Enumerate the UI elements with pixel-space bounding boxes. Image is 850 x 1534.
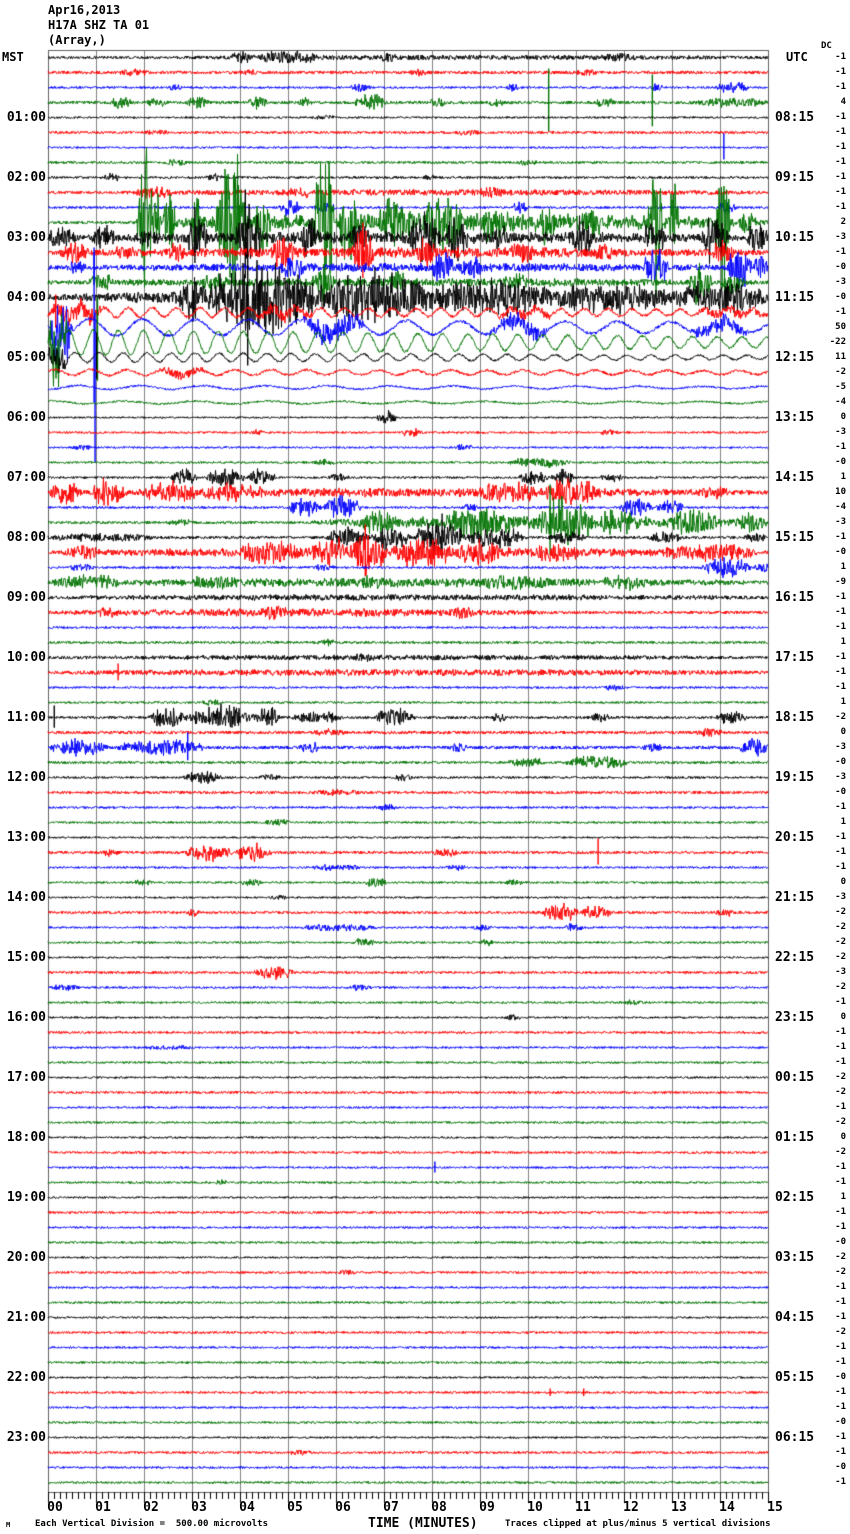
dc-value: -0 [835,291,846,302]
dc-value: -2 [835,1251,846,1262]
dc-value: -1 [835,126,846,137]
mst-label: 10:00 [6,649,46,665]
minute-label: 01 [95,1500,111,1515]
dc-value: 0 [840,1011,846,1022]
dc-value: -4 [835,396,846,407]
utc-label: 08:15 [775,109,815,125]
dc-value: -1 [835,1041,846,1052]
utc-label: 13:15 [775,409,815,425]
dc-value: -2 [835,981,846,992]
mst-label: 06:00 [6,409,46,425]
dc-value: -1 [835,531,846,542]
title-date: Apr16,2013 [48,3,121,17]
dc-value: 4 [840,96,846,107]
dc-value: -2 [835,921,846,932]
mst-label: 15:00 [6,949,46,965]
dc-value: -1 [835,1356,846,1367]
dc-value: -1 [835,1176,846,1187]
minute-label: 06 [335,1500,351,1515]
clip-note: Traces clipped at plus/minus 5 vertical divisions [505,1519,771,1529]
utc-label: 16:15 [775,589,815,605]
dc-value: 0 [840,876,846,887]
dc-value: -1 [835,81,846,92]
dc-value: -1 [835,1401,846,1412]
mst-label: 01:00 [6,109,46,125]
mst-label: 04:00 [6,289,46,305]
dc-value: -3 [835,516,846,527]
utc-label: 20:15 [775,829,815,845]
dc-value: -1 [835,1296,846,1307]
dc-value: 10 [835,486,846,497]
minute-label: 03 [191,1500,207,1515]
minute-label: 09 [479,1500,495,1515]
dc-value: 0 [840,1131,846,1142]
dc-value: -3 [835,891,846,902]
dc-value: 0 [840,726,846,737]
dc-value: 0 [840,411,846,422]
dc-value: -3 [835,771,846,782]
mst-label: 20:00 [6,1249,46,1265]
dc-value: -2 [835,951,846,962]
utc-label: 03:15 [775,1249,815,1265]
utc-label: 05:15 [775,1369,815,1385]
dc-value: -0 [835,1461,846,1472]
minute-label: 02 [143,1500,159,1515]
dc-value: -0 [835,1416,846,1427]
utc-label: 11:15 [775,289,815,305]
dc-value: -2 [835,366,846,377]
dc-value: 1 [840,636,846,647]
dc-value: 1 [840,816,846,827]
dc-value: -1 [835,1446,846,1457]
corner-glyph: M [6,1521,11,1529]
scale-note: Each Vertical Division = 500.00 microvolts [35,1519,268,1529]
mst-label: 17:00 [6,1069,46,1085]
mst-label: 09:00 [6,589,46,605]
dc-value: -0 [835,1236,846,1247]
dc-value: -1 [835,1341,846,1352]
dc-value: -1 [835,1221,846,1232]
utc-label: 14:15 [775,469,815,485]
minute-label: 11 [575,1500,591,1515]
dc-value: -1 [835,246,846,257]
dc-value: -1 [835,1101,846,1112]
dc-value: -2 [835,711,846,722]
mst-label: 13:00 [6,829,46,845]
dc-value: -1 [835,651,846,662]
dc-value: -1 [835,1311,846,1322]
dc-value: -1 [835,201,846,212]
dc-value: -3 [835,426,846,437]
dc-header-label: DC [821,41,832,51]
x-axis-label: TIME (MINUTES) [368,1516,478,1531]
minute-label: 12 [623,1500,639,1515]
minute-label: 05 [287,1500,303,1515]
dc-value: -1 [835,1386,846,1397]
right-timezone-label: UTC [786,50,808,64]
utc-label: 15:15 [775,529,815,545]
minute-label: 00 [47,1500,63,1515]
dc-value: -1 [835,1476,846,1487]
dc-value: -1 [835,591,846,602]
dc-value: 1 [840,1191,846,1202]
dc-value: 1 [840,561,846,572]
dc-value: -3 [835,741,846,752]
dc-value: -1 [835,666,846,677]
dc-value: 2 [840,216,846,227]
dc-value: -2 [835,936,846,947]
dc-value: -1 [835,621,846,632]
utc-label: 09:15 [775,169,815,185]
utc-label: 00:15 [775,1069,815,1085]
dc-value: -0 [835,1371,846,1382]
mst-label: 05:00 [6,349,46,365]
dc-value: -1 [835,141,846,152]
dc-value: -1 [835,831,846,842]
dc-value: -2 [835,1266,846,1277]
mst-label: 22:00 [6,1369,46,1385]
dc-value: -1 [835,681,846,692]
dc-value: -3 [835,231,846,242]
utc-label: 01:15 [775,1129,815,1145]
mst-label: 23:00 [6,1429,46,1445]
minute-label: 14 [719,1500,735,1515]
mst-label: 02:00 [6,169,46,185]
dc-value: -22 [829,336,846,347]
dc-value: -2 [835,1116,846,1127]
dc-value: -1 [835,186,846,197]
dc-value: -1 [835,1161,846,1172]
title-station: H17A SHZ TA 01 [48,18,150,32]
dc-value: -1 [835,51,846,62]
mst-label: 19:00 [6,1189,46,1205]
dc-value: -1 [835,1281,846,1292]
dc-value: -0 [835,756,846,767]
dc-value: -1 [835,1056,846,1067]
dc-value: -2 [835,906,846,917]
minute-label: 04 [239,1500,255,1515]
dc-value: -1 [835,801,846,812]
dc-value: -3 [835,276,846,287]
utc-label: 10:15 [775,229,815,245]
dc-value: 50 [835,321,846,332]
utc-label: 22:15 [775,949,815,965]
dc-value: -1 [835,1206,846,1217]
dc-value: -1 [835,171,846,182]
dc-value: -9 [835,576,846,587]
utc-label: 21:15 [775,889,815,905]
dc-value: -0 [835,786,846,797]
mst-label: 14:00 [6,889,46,905]
dc-value: -1 [835,156,846,167]
dc-value: 1 [840,696,846,707]
dc-value: -0 [835,261,846,272]
dc-value: -1 [835,606,846,617]
dc-value: -2 [835,1326,846,1337]
mst-label: 08:00 [6,529,46,545]
dc-value: -2 [835,1071,846,1082]
minute-label: 13 [671,1500,687,1515]
dc-value: -1 [835,996,846,1007]
dc-value: -1 [835,1026,846,1037]
dc-value: -3 [835,966,846,977]
minute-label: 08 [431,1500,447,1515]
dc-value: -1 [835,846,846,857]
left-timezone-label: MST [2,50,24,64]
mst-label: 12:00 [6,769,46,785]
mst-label: 11:00 [6,709,46,725]
mst-label: 07:00 [6,469,46,485]
utc-label: 19:15 [775,769,815,785]
dc-value: 1 [840,471,846,482]
dc-value: -1 [835,1431,846,1442]
utc-label: 23:15 [775,1009,815,1025]
minute-label: 07 [383,1500,399,1515]
dc-value: -0 [835,456,846,467]
minute-label: 10 [527,1500,543,1515]
dc-value: 11 [835,351,846,362]
utc-label: 12:15 [775,349,815,365]
mst-label: 03:00 [6,229,46,245]
dc-value: -1 [835,441,846,452]
dc-value: -5 [835,381,846,392]
minute-label: 15 [767,1500,783,1515]
utc-label: 17:15 [775,649,815,665]
dc-value: -1 [835,66,846,77]
dc-value: -4 [835,501,846,512]
utc-label: 06:15 [775,1429,815,1445]
dc-value: -2 [835,1146,846,1157]
utc-label: 18:15 [775,709,815,725]
mst-label: 21:00 [6,1309,46,1325]
dc-value: -1 [835,861,846,872]
mst-label: 16:00 [6,1009,46,1025]
dc-value: -1 [835,111,846,122]
dc-value: -2 [835,1086,846,1097]
utc-label: 04:15 [775,1309,815,1325]
dc-value: -0 [835,546,846,557]
utc-label: 02:15 [775,1189,815,1205]
dc-value: -1 [835,306,846,317]
mst-label: 18:00 [6,1129,46,1145]
title-array: (Array,) [48,33,106,47]
